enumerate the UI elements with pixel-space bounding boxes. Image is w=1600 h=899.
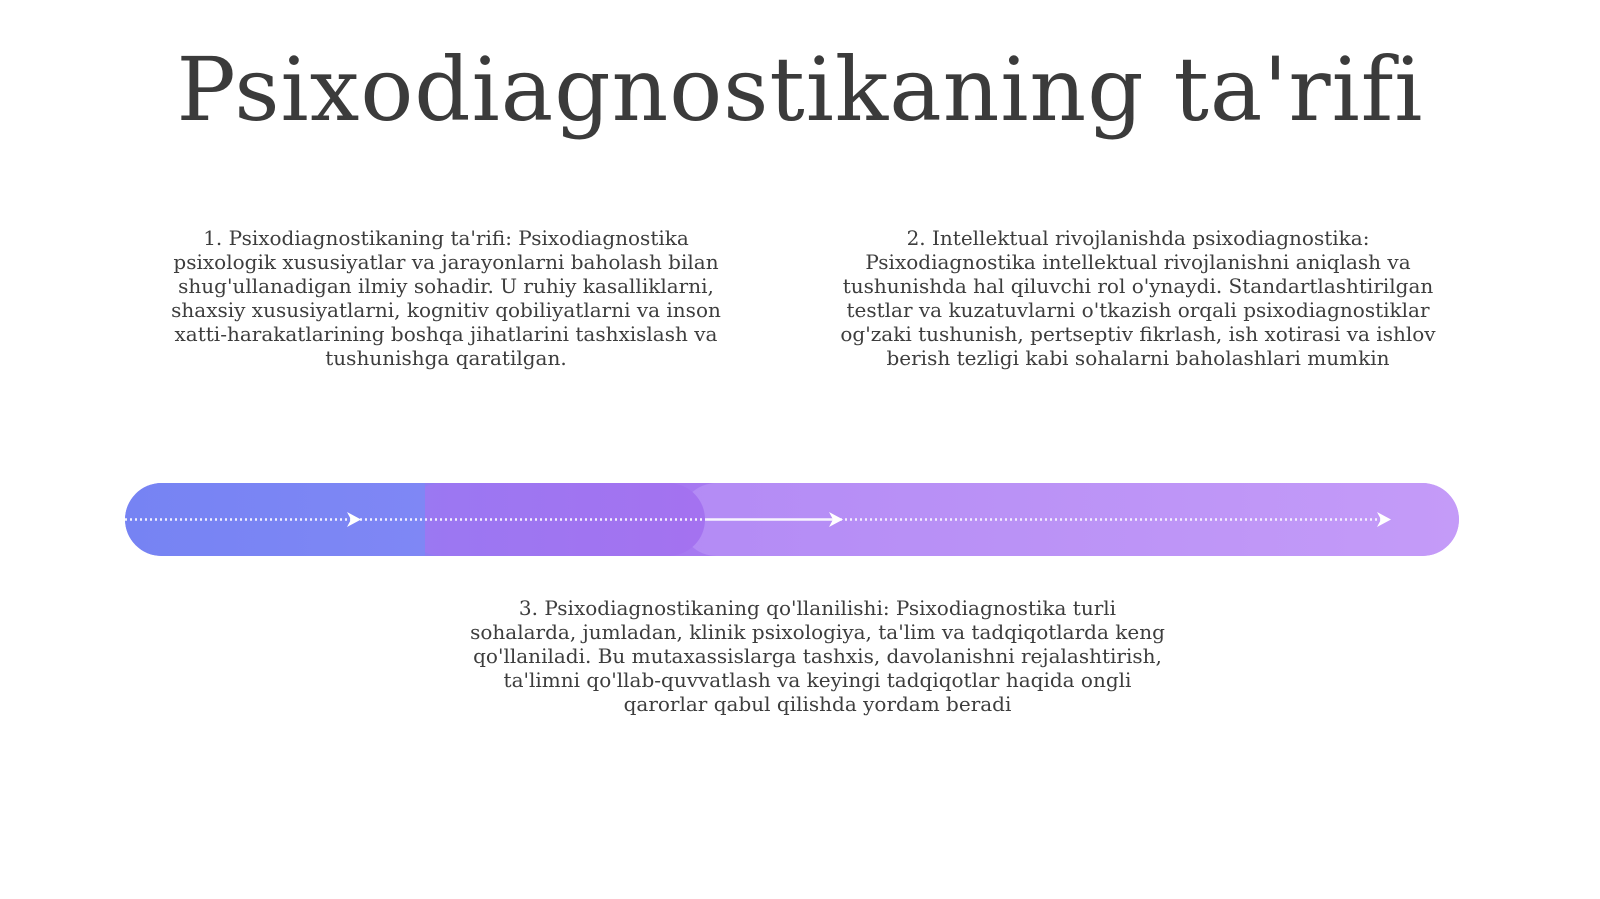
- slide-title: Psixodiagnostikaning ta'rifi: [176, 38, 1424, 141]
- point-2-text: 2. Intellektual rivojlanishda psixodiagnostika: Psixodiagnostika intellektual rivojlanishni aniqlash va tushunishda hal qiluvchi rol o'ynaydi. Standartlashtirilgan testlar va kuzatuvlarni o'tkazish orqali psixodiagnostiklar og'zaki tushunish, pertseptiv fikrlash, ish xotirasi va ishlov berish tezligi kabi sohalarni baholashlari mumkin: [840, 226, 1436, 370]
- point-3-text: 3. Psixodiagnostikaning qo'llanilishi: Psixodiagnostika turli sohalarda, jumladan, klinik psixologiya, ta'lim va tadqiqotlarda keng qo'llaniladi. Bu mutaxassislarga tashxis, davolanishni rejalashtirish, ta'limni qo'llab-quvvatlash va keyingi tadqiqotlar haqida ongli qarorlar qabul qilishda yordam beradi: [470, 596, 1165, 716]
- arrow-right-icon: [347, 512, 361, 527]
- point-1-text: 1. Psixodiagnostikaning ta'rifi: Psixodiagnostika psixologik xususiyatlar va jarayonlarni baholash bilan shug'ullanadigan ilmiy sohadir. U ruhiy kasalliklarni, shaxsiy xususiyatlarni, kognitiv qobiliyatlarni va inson xatti-harakatlarining boshqa jihatlarini tashxislash va tushunishga qaratilgan.: [171, 226, 721, 370]
- arrow-right-icon: [1377, 512, 1391, 527]
- timeline-track: [125, 483, 1459, 556]
